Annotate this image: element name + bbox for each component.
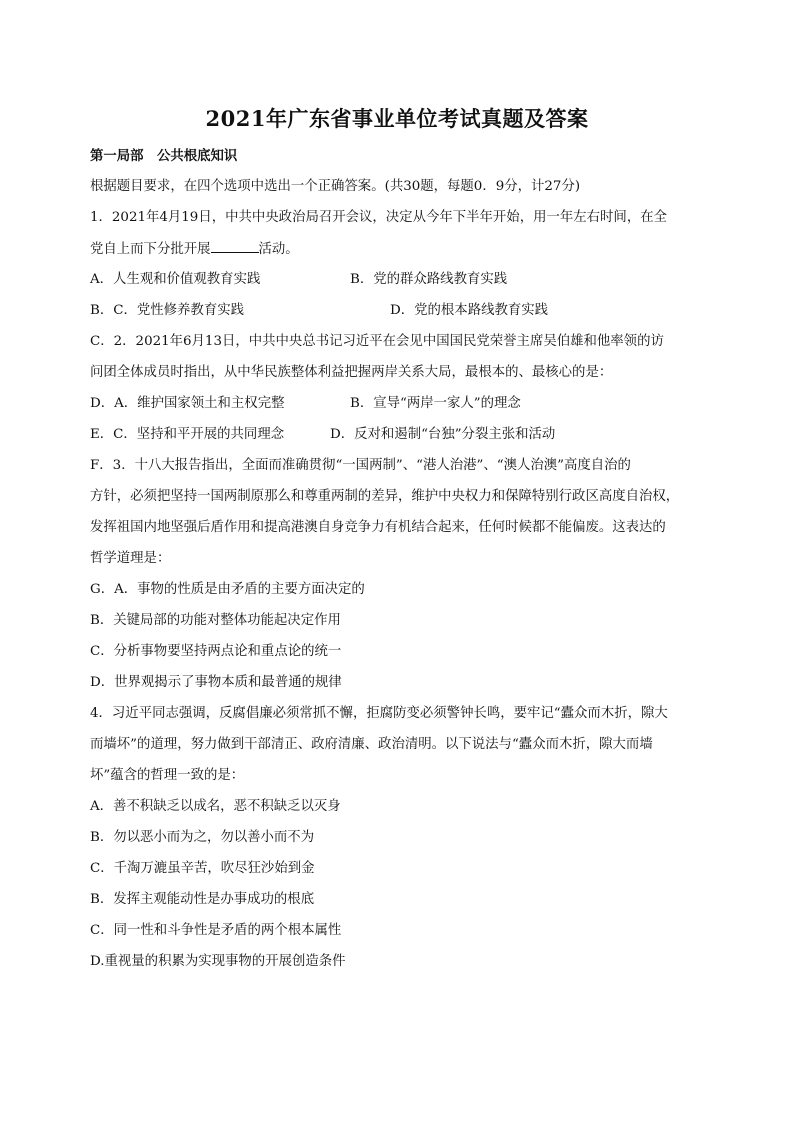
fill-in-blank — [211, 240, 259, 253]
question-1-option-b: B．党的群众路线教育实践 — [350, 272, 508, 287]
question-3-option-a: G．A．事物的性质是由矛盾的主要方面决定的 — [90, 582, 365, 597]
question-2-option-d: D．反对和遏制“台独”分裂主张和活动 — [330, 427, 556, 442]
question-3-line-1: F．3．十八大报告指出，全面而准确贯彻“一国两制”、“港人治港”、“澳人治澳”高度自治的 — [90, 458, 631, 473]
question-4-line-2: 而墙坏”的道理，努力做到干部清正、政府清廉、政治清明。以下说法与“蠹众而木折，隙大而墙 — [90, 737, 653, 752]
question-1-line-1: 1．2021年4月19日，中共中央政治局召开会议，决定从今年下半年开始，用一年左右时间，在全 — [90, 210, 667, 225]
question-4-line-1: 4．习近平同志强调，反腐倡廉必须常抓不懈，拒腐防变必须警钟长鸣，要牢记“蠹众而木折，隙大 — [90, 706, 668, 721]
question-4-extra-c: C．同一性和斗争性是矛盾的两个根本属性 — [90, 923, 342, 938]
question-4-extra-b: B．发挥主观能动性是办事成功的根底 — [90, 892, 315, 907]
question-4-option-c: C．千淘万漉虽辛苦，吹尽狂沙始到金 — [90, 861, 315, 876]
question-2-line-1: C．2．2021年6月13日，中共中央总书记习近平在会见中国国民党荣誉主席吴伯雄和他率领的访 — [90, 334, 664, 349]
question-1-option-c: B．C．党性修养教育实践 — [90, 303, 244, 318]
question-2-option-a: D．A．维护国家领土和主权完整 — [90, 396, 285, 411]
instructions: 根据题目要求，在四个选项中选出一个正确答案。(共30题，每题0．9分，计27分) — [90, 179, 581, 194]
question-1-text-before-blank: 党自上而下分批开展 — [90, 242, 211, 257]
question-1-option-a: A．人生观和价值观教育实践 — [90, 272, 261, 287]
question-3-line-3: 发挥祖国内地坚强后盾作用和提高港澳自身竞争力有机结合起来，任何时候都不能偏废。这表达的 — [90, 520, 666, 535]
question-4-extra-d: D.重视量的积累为实现事物的开展创造条件 — [90, 954, 346, 969]
question-4-line-3: 坏”蕴含的哲理一致的是： — [90, 768, 245, 783]
question-4-option-b: B．勿以恶小而为之，勿以善小而不为 — [90, 830, 315, 845]
page-title: 2021年广东省事业单位考试真题及答案 — [205, 106, 589, 131]
question-2-option-b: B．宣导“两岸一家人”的理念 — [350, 396, 521, 411]
question-3-line-4: 哲学道理是： — [90, 551, 171, 566]
question-3-option-b: B．关键局部的功能对整体功能起决定作用 — [90, 613, 341, 628]
question-2-option-c: E．C．坚持和平开展的共同理念 — [90, 427, 285, 442]
question-3-line-2: 方针，必须把坚持一国两制原那么和尊重两制的差异，维护中央权力和保障特别行政区高度自治权， — [90, 489, 680, 504]
question-3-option-c: C．分析事物要坚持两点论和重点论的统一 — [90, 644, 342, 659]
question-4-option-a: A．善不积缺乏以成名，恶不积缺乏以灭身 — [90, 799, 341, 814]
question-3-option-d: D．世界观揭示了事物本质和最普通的规律 — [90, 675, 342, 690]
question-2-line-2: 问团全体成员时指出，从中华民族整体利益把握两岸关系大局，最根本的、最核心的是： — [90, 365, 613, 380]
question-1-text-after-blank: 活动。 — [258, 242, 299, 257]
section-heading: 第一局部 公共根底知识 — [90, 148, 238, 164]
question-1-option-d: D．党的根本路线教育实践 — [390, 303, 549, 318]
question-1-line-2 — [90, 240, 299, 259]
